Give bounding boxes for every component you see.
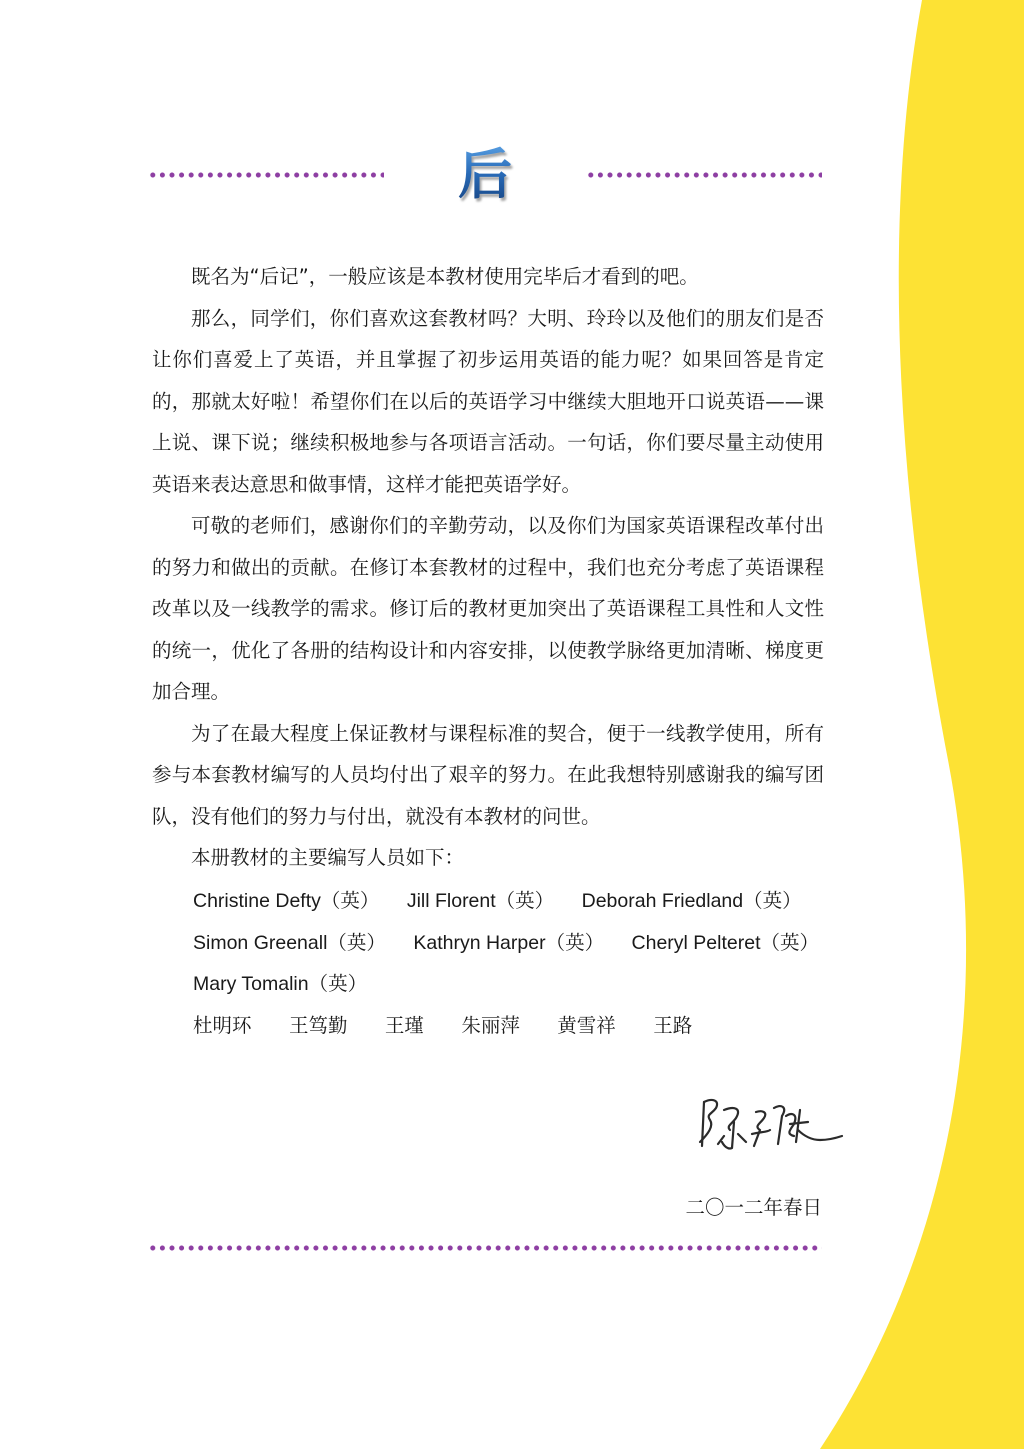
afterword-body: [152, 256, 824, 879]
signature-icon: [690, 1090, 850, 1160]
author-name: 王瑾: [384, 1013, 424, 1037]
date-line: 二〇一二年春日: [685, 1196, 822, 1219]
paragraph-3: 可敬的老师们，感谢你们的辛勤劳动，以及你们为国家英语课程改革付出的努力和做出的贡献。在修订本套教材的过程中，我们也充分考虑了英语课程改革以及一线教学的需求。修订后的教材更加突出了英语课程工具性和人文性的统一，优化了各册的结构设计和内容安排，以使教学脉络更加清晰、梯度更加合理。: [152, 514, 824, 703]
chinese-authors-row: [193, 1005, 833, 1047]
author-name: Mary Tomalin（英）: [193, 972, 368, 995]
author-name: Simon Greenall（英）: [193, 930, 386, 954]
author-list: [193, 880, 833, 1046]
author-name: Deborah Friedland（英）: [581, 889, 802, 912]
paragraph-1: 既名为“后记”，一般应该是本教材使用完毕后才看到的吧。: [191, 265, 699, 288]
author-name: Kathryn Harper（英）: [413, 930, 605, 954]
page-title: 后记: [384, 140, 586, 210]
author-name: Jill Florent（英）: [406, 889, 555, 912]
paragraph-2: 那么，同学们，你们喜欢这套教材吗？大明、玲玲以及他们的朋友们是否让你们喜爱上了英语，并且掌握了初步运用英语的能力呢？如果回答是肯定的，那就太好啦！希望你们在以后的英语学习中继续大胆地开口说英语——课上说、课下说；继续积极地参与各项语言活动。一句话，你们要尽量主动使用英语来表达意思和做事情，这样才能把英语学好。: [152, 306, 824, 496]
author-name: 黄雪祥: [557, 1013, 616, 1037]
decorative-dotted-line-left: [148, 172, 384, 178]
foreign-authors-row-1: [193, 880, 833, 922]
foreign-authors-row-2: [193, 922, 833, 964]
title-row: [148, 140, 822, 276]
author-name: 王路: [653, 1013, 693, 1037]
author-name: 王笃勤: [288, 1013, 348, 1037]
decorative-dotted-line-right: [586, 172, 822, 178]
paragraph-4: 为了在最大程度上保证教材与课程标准的契合，便于一线教学使用，所有参与本套教材编写的人员均付出了艰辛的努力。在此我想特别感谢我的编写团队，没有他们的努力与付出，就没有本教材的问世。: [152, 721, 824, 828]
author-name: Christine Defty（英）: [193, 889, 380, 912]
decorative-dotted-line-bottom: [148, 1245, 822, 1251]
foreign-authors-row-3: [193, 963, 833, 1005]
author-name: 朱丽萍: [461, 1013, 520, 1037]
author-name: Cheryl Pelteret（英）: [631, 930, 819, 954]
paragraph-5: 本册教材的主要编写人员如下：: [191, 846, 465, 869]
author-name: 杜明环: [193, 1013, 252, 1037]
